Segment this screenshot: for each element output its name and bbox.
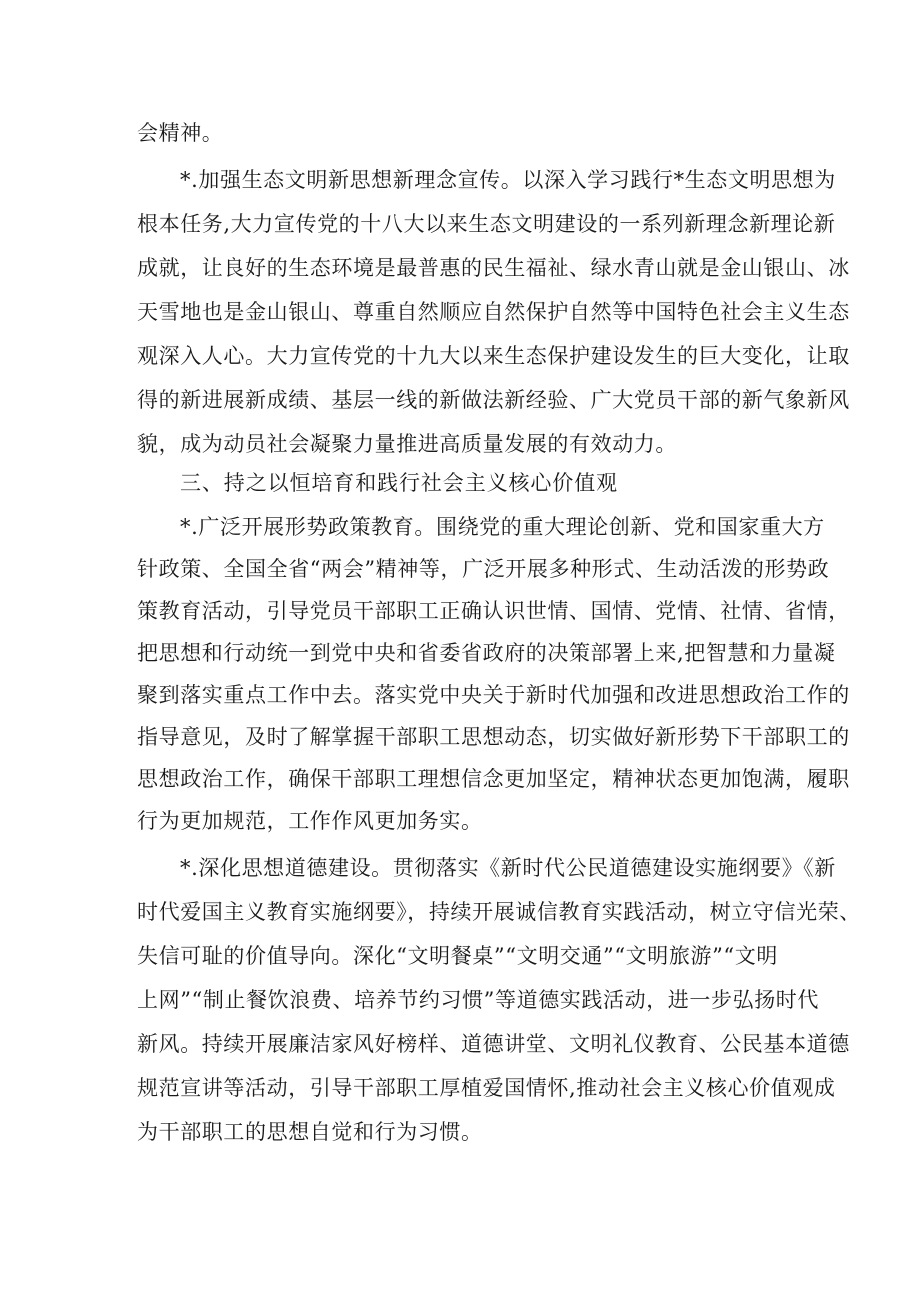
paragraph-line: 根本任务,大力宣传党的十八大以来生态文明建设的一系列新理念新理论新 <box>137 212 836 236</box>
paragraph-line: 失信可耻的价值导向。深化“文明餐桌”“文明交通”“文明旅游”“文明 <box>137 944 778 968</box>
paragraph-line: 规范宣讲等活动，引导干部职工厚植爱国情怀,推动社会主义核心价值观成 <box>137 1076 836 1100</box>
paragraph-line: 思想政治工作，确保干部职工理想信念更加坚定，精神状态更加饱满，履职 <box>137 767 850 791</box>
paragraph-line: 把思想和行动统一到党中央和省委省政府的决策部署上来,把智慧和力量凝 <box>137 641 836 665</box>
paragraph-line: 得的新进展新成绩、基层一线的新做法新经验、广大党员干部的新气象新风 <box>137 388 850 412</box>
paragraph-line: 天雪地也是金山银山、尊重自然顺应自然保护自然等中国特色社会主义生态 <box>137 300 850 324</box>
paragraph-line: 时代爱国主义教育实施纲要》，持续开展诚信教育实践活动，树立守信光荣、 <box>137 900 861 924</box>
paragraph-line: 聚到落实重点工作中去。落实党中央关于新时代加强和改进思想政治工作的 <box>137 683 850 707</box>
section-heading: 三、持之以恒培育和践行社会主义核心价值观 <box>180 471 618 495</box>
paragraph-line: 行为更加规范，工作作风更加务实。 <box>137 809 483 833</box>
paragraph-line: *.加强生态文明新思想新理念宣传。以深入学习践行*生态文明思想为 <box>180 168 836 192</box>
paragraph-line: 貌，成为动员社会凝聚力量推进高质量发展的有效动力。 <box>137 432 677 456</box>
paragraph-line: *.广泛开展形势政策教育。围绕党的重大理论创新、党和国家重大方 <box>180 515 825 539</box>
paragraph-line: *.深化思想道德建设。贯彻落实《新时代公民道德建设实施纲要》《新 <box>180 856 836 880</box>
paragraph-line: 成就，让良好的生态环境是最普惠的民生福祉、绿水青山就是金山银山、冰 <box>137 256 850 280</box>
paragraph-line: 上网”“制止餐饮浪费、培养节约习惯”等道德实践活动，进一步弘扬时代 <box>137 988 820 1012</box>
paragraph-line: 新风。持续开展廉洁家风好榜样、道德讲堂、文明礼仪教育、公民基本道德 <box>137 1032 850 1056</box>
paragraph-line: 指导意见，及时了解掌握干部职工思想动态，切实做好新形势下干部职工的 <box>137 725 850 749</box>
paragraph-line: 针政策、全国全省“两会”精神等，广泛开展多种形式、生动活泼的形势政 <box>137 557 830 581</box>
paragraph-line: 会精神。 <box>137 121 224 145</box>
paragraph-line: 为干部职工的思想自觉和行为习惯。 <box>137 1120 483 1144</box>
paragraph-line: 策教育活动，引导党员干部职工正确认识世情、国情、党情、社情、省情， <box>137 599 850 623</box>
paragraph-line: 观深入人心。大力宣传党的十九大以来生态保护建设发生的巨大变化，让取 <box>137 344 850 368</box>
